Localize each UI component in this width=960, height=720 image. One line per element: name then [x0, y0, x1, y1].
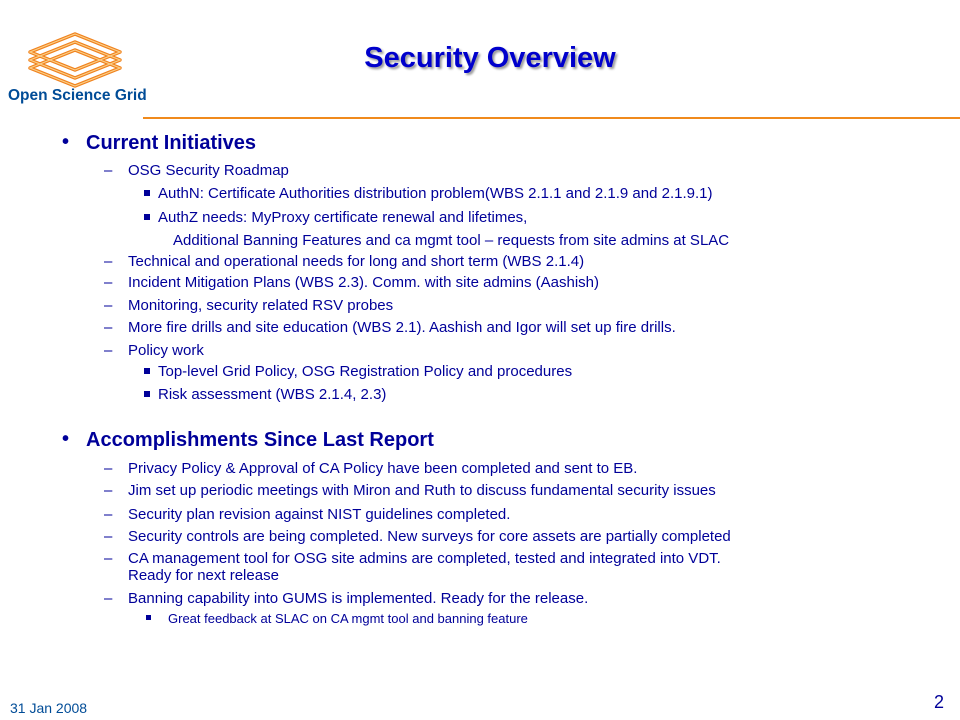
- logo-wordmark: Open Science Grid: [8, 87, 147, 104]
- dash-icon: –: [104, 460, 113, 477]
- square-bullet-icon: [144, 190, 150, 196]
- list-item: – Technical and operational needs for long and short term (WBS 2.1.4): [104, 253, 585, 270]
- dash-icon: –: [104, 506, 113, 523]
- list-item: – Security plan revision against NIST guidelines completed.: [104, 506, 511, 523]
- title-divider: [143, 117, 960, 119]
- square-bullet-icon: [146, 615, 151, 620]
- list-item: – More fire drills and site education (WBS 2.1). Aashish and Igor will set up fire drills.: [104, 319, 676, 336]
- dash-icon: –: [104, 528, 113, 545]
- bullet-icon: •: [62, 428, 70, 450]
- sub-list-item: AuthN: Certificate Authorities distribution problem(WBS 2.1.1 and 2.1.9 and 2.1.9.1): [158, 185, 712, 202]
- list-item: – OSG Security Roadmap: [104, 162, 289, 179]
- dash-icon: –: [104, 162, 113, 179]
- square-bullet-icon: [144, 214, 150, 220]
- dash-icon: –: [104, 297, 113, 314]
- dash-icon: –: [104, 274, 113, 291]
- section-heading: • Accomplishments Since Last Report: [62, 428, 434, 451]
- list-item: – Security controls are being completed. New surveys for core assets are partially completed: [104, 528, 731, 545]
- dash-icon: –: [104, 550, 113, 567]
- sub-list-item: AuthZ needs: MyProxy certificate renewal and lifetimes,: [158, 209, 527, 226]
- sub-list-continuation: Additional Banning Features and ca mgmt tool – requests from site admins at SLAC: [173, 232, 730, 249]
- square-bullet-icon: [144, 368, 150, 374]
- list-item: – Banning capability into GUMS is implemented. Ready for the release.: [104, 590, 589, 607]
- list-item: – Privacy Policy & Approval of CA Policy have been completed and sent to EB.: [104, 460, 638, 477]
- square-bullet-icon: [144, 391, 150, 397]
- dash-icon: –: [104, 482, 113, 499]
- dash-icon: –: [104, 590, 113, 607]
- bullet-icon: •: [62, 131, 70, 153]
- page-number: 2: [934, 692, 945, 712]
- list-item: – Jim set up periodic meetings with Miron and Ruth to discuss fundamental security issues: [104, 482, 716, 499]
- dash-icon: –: [104, 253, 113, 270]
- dash-icon: –: [104, 342, 113, 359]
- section-heading: • Current Initiatives: [62, 131, 257, 154]
- sub-list-item: Risk assessment (WBS 2.1.4, 2.3): [158, 386, 386, 403]
- sub-list-item: Great feedback at SLAC on CA mgmt tool and banning feature: [168, 611, 528, 626]
- list-item: – CA management tool for OSG site admins are completed, tested and integrated into VDT. Ready for next release: [104, 550, 721, 584]
- dash-icon: –: [104, 319, 113, 336]
- footer-date: 31 Jan 2008: [10, 700, 88, 716]
- list-item: – Policy work: [104, 342, 204, 359]
- list-item: – Incident Mitigation Plans (WBS 2.3). Comm. with site admins (Aashish): [104, 274, 599, 291]
- sub-list-item: Top-level Grid Policy, OSG Registration Policy and procedures: [158, 363, 572, 380]
- slide-title: Security Overview: [364, 42, 616, 74]
- list-item: – Monitoring, security related RSV probes: [104, 297, 394, 314]
